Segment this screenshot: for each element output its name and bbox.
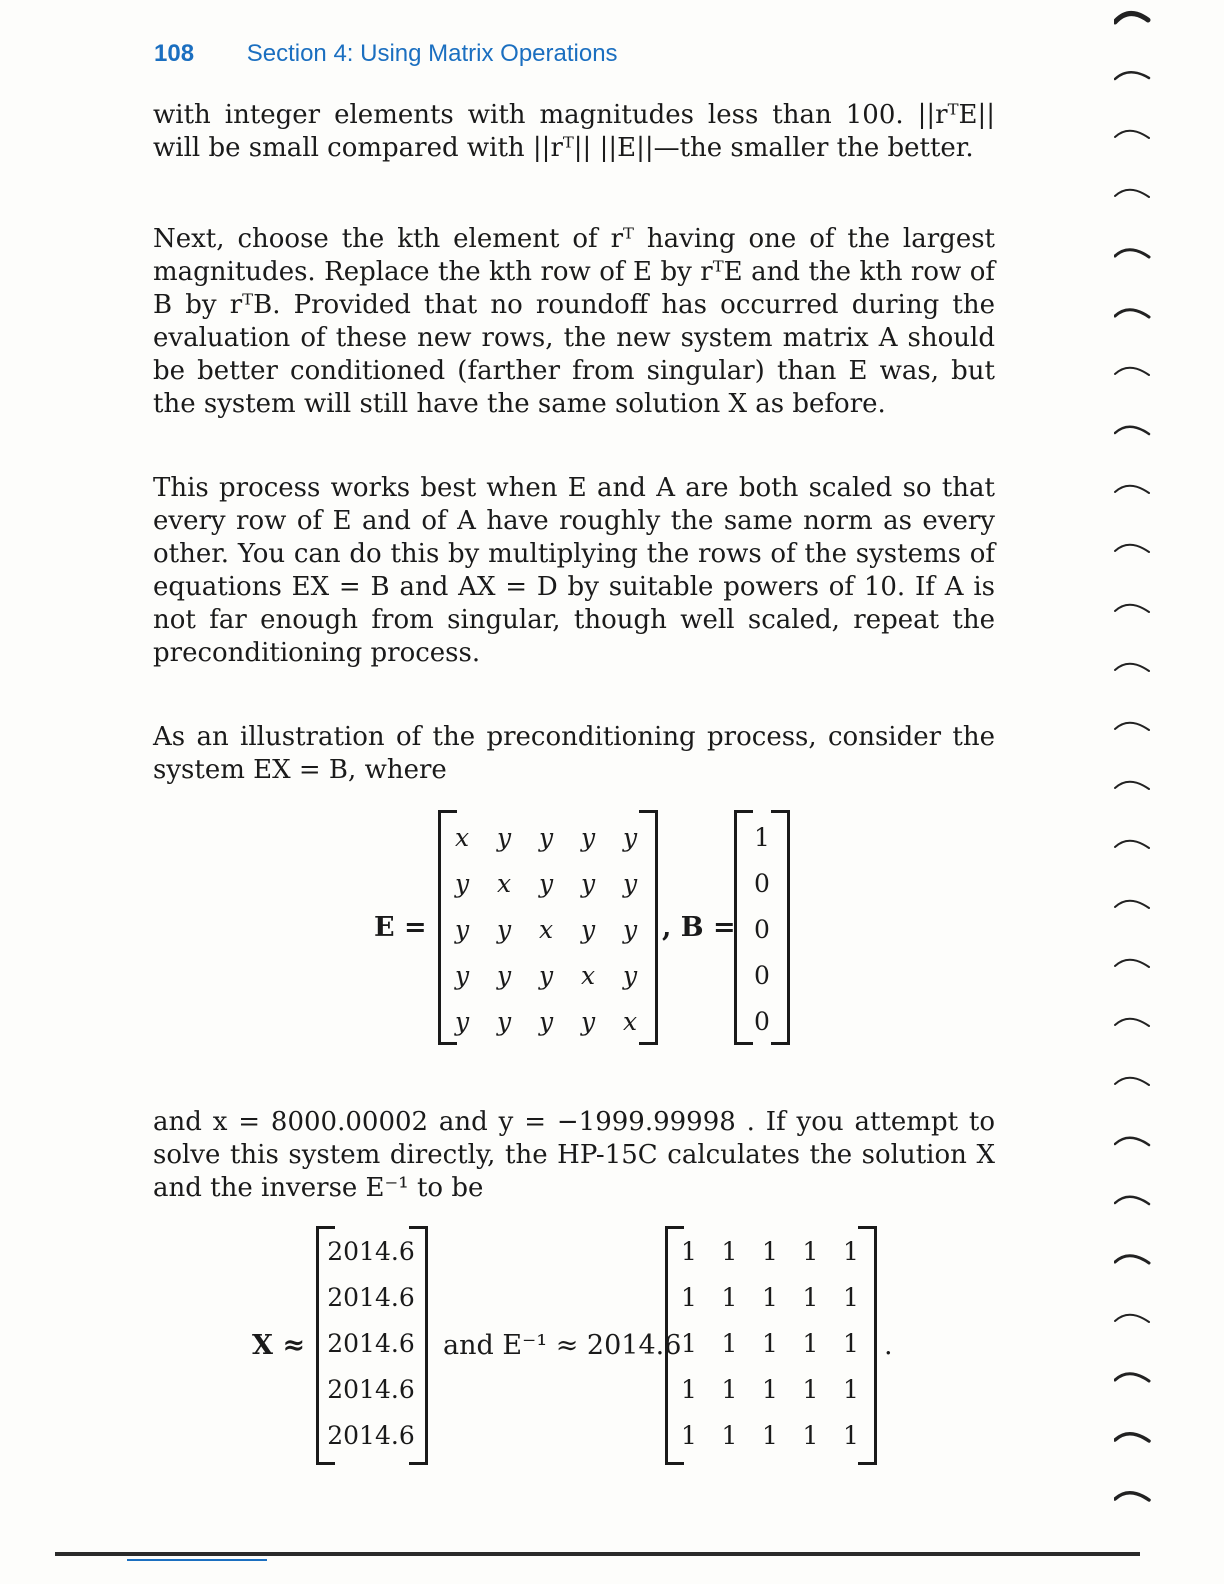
e-inverse-cell: 1 <box>802 1375 819 1404</box>
paragraph-1: with integer elements with magnitudes less than 100. ||rᵀE|| will be small compared with ||rᵀ|| ||E||—the smaller the better. <box>153 100 995 163</box>
e-matrix-cell: y <box>538 823 554 852</box>
b-vector-cell: 1 <box>754 823 770 852</box>
ring-icon <box>1115 841 1149 848</box>
x-vector-cell: 2014.6 <box>327 1237 415 1266</box>
e-inverse-cell: 1 <box>681 1283 697 1312</box>
e-inverse-cell: 1 <box>721 1237 738 1266</box>
e-matrix-cell: y <box>454 915 470 944</box>
ring-icon <box>1115 1019 1149 1026</box>
e-matrix-cell: x <box>622 1007 638 1036</box>
e-matrix-cell: y <box>622 869 638 898</box>
e-matrix-cell: x <box>580 961 596 990</box>
e-inverse-cell: 1 <box>843 1421 859 1450</box>
e-matrix-cell: y <box>580 915 596 944</box>
ring-icon <box>1115 427 1149 434</box>
x-vector-label: X ≈ <box>252 1330 305 1361</box>
page-number: 108 <box>154 40 195 67</box>
ring-icon <box>1115 605 1149 612</box>
e-matrix-cell: y <box>496 1007 512 1036</box>
ring-icon <box>1115 1197 1149 1204</box>
binding-rings <box>1114 0 1224 1584</box>
e-matrix-cell: y <box>622 823 638 852</box>
e-matrix-cell: y <box>622 915 638 944</box>
page-header <box>154 40 618 68</box>
e-matrix-cell: y <box>538 869 554 898</box>
ring-icon <box>1115 72 1149 79</box>
ring-icon <box>1115 1078 1149 1085</box>
x-vector-cell: 2014.6 <box>327 1329 415 1358</box>
e-inverse-cell: 1 <box>721 1283 738 1312</box>
ring-icon <box>1115 723 1149 730</box>
e-matrix <box>438 813 658 1042</box>
e-inverse-cell: 1 <box>681 1237 697 1266</box>
e-inverse-cell: 1 <box>721 1421 738 1450</box>
e-matrix-cell: y <box>580 1007 596 1036</box>
b-vector-cell: 0 <box>754 1007 770 1036</box>
ring-icon <box>1115 190 1149 197</box>
e-matrix-cell: y <box>538 961 554 990</box>
section-title: Section 4: Using Matrix Operations <box>246 40 618 67</box>
paragraph-4: As an illustration of the preconditioning process, consider the system EX = B, where <box>153 722 995 785</box>
ring-icon <box>1115 901 1149 908</box>
x-vector-cell: 2014.6 <box>327 1375 415 1404</box>
e-inverse-cell: 1 <box>843 1375 859 1404</box>
ring-icon <box>1115 1374 1149 1381</box>
e-matrix-cell: x <box>454 823 470 852</box>
b-vector-cell: 0 <box>754 869 770 898</box>
e-inverse-cell: 1 <box>681 1329 697 1358</box>
e-matrix-cell: y <box>454 1007 470 1036</box>
ring-icon <box>1115 310 1149 317</box>
ring-icon <box>1115 131 1149 138</box>
ring-icon <box>1115 1138 1149 1145</box>
e-matrix-cell: y <box>580 869 596 898</box>
x-vector-cell: 2014.6 <box>327 1283 415 1312</box>
e-inverse-cell: 1 <box>843 1329 859 1358</box>
e-inverse-cell: 1 <box>802 1237 819 1266</box>
e-matrix-cell: y <box>496 915 512 944</box>
e-inverse-label: and E⁻¹ ≈ 2014.6 <box>443 1330 682 1361</box>
paragraph-2: Next, choose the kth element of rᵀ having one of the largest magnitudes. Replace the kth row of E by rᵀE and the kth row of B by rᵀB. Provided that no roundoff has occurred during the evaluation of these new rows, the new system matrix A should be better conditioned (farther from singular) than E was, but the system will still have the same solution X as before. <box>153 224 995 419</box>
b-vector-label: , B = <box>662 912 736 943</box>
ring-icon <box>1115 960 1149 967</box>
e-inverse-cell: 1 <box>762 1283 778 1312</box>
e-inverse-cell: 1 <box>802 1329 819 1358</box>
ring-icon <box>1115 250 1149 257</box>
end-period: . <box>884 1330 893 1361</box>
x-vector <box>316 1229 428 1462</box>
e-matrix-cell: x <box>496 869 512 898</box>
e-inverse-cell: 1 <box>681 1375 697 1404</box>
ring-icon <box>1115 1493 1149 1500</box>
e-inverse-cell: 1 <box>721 1375 738 1404</box>
e-inverse-cell: 1 <box>762 1237 778 1266</box>
b-vector <box>734 813 790 1042</box>
e-inverse-matrix <box>665 1229 877 1462</box>
e-matrix-cell: y <box>496 961 512 990</box>
bottom-rule <box>55 1552 1140 1556</box>
ring-icon <box>1115 486 1149 493</box>
e-inverse-cell: 1 <box>721 1329 738 1358</box>
e-matrix-cell: y <box>580 823 596 852</box>
paragraph-3: This process works best when E and A are both scaled so that every row of E and of A have roughly the same norm as every other. You can do this by multiplying the rows of the systems of equations EX = B and AX = D by suitable powers of 10. If A is not far enough from singular, though well scaled, repeat the preconditioning process. <box>153 473 995 668</box>
ring-icon <box>1115 1315 1149 1322</box>
e-inverse-cell: 1 <box>762 1329 778 1358</box>
e-matrix-cell: y <box>538 1007 554 1036</box>
e-inverse-cell: 1 <box>802 1421 819 1450</box>
e-matrix-cell: y <box>454 869 470 898</box>
e-matrix-label: E = <box>374 912 427 943</box>
ring-icon <box>1115 1434 1149 1441</box>
e-matrix-cell: y <box>622 961 638 990</box>
e-inverse-cell: 1 <box>843 1237 859 1266</box>
ring-icon <box>1115 545 1149 552</box>
e-matrix-cell: y <box>496 823 512 852</box>
ring-icon <box>1115 664 1149 671</box>
e-inverse-cell: 1 <box>802 1283 819 1312</box>
b-vector-cell: 0 <box>754 961 770 990</box>
ring-icon <box>1115 1256 1149 1263</box>
e-inverse-cell: 1 <box>681 1421 697 1450</box>
e-inverse-cell: 1 <box>762 1375 778 1404</box>
b-vector-cell: 0 <box>754 915 770 944</box>
e-inverse-cell: 1 <box>843 1283 859 1312</box>
ring-icon <box>1115 782 1149 789</box>
e-matrix-cell: y <box>454 961 470 990</box>
ring-icon <box>1115 13 1148 22</box>
x-vector-cell: 2014.6 <box>327 1421 415 1450</box>
e-inverse-cell: 1 <box>762 1421 778 1450</box>
ring-icon <box>1115 368 1149 375</box>
bottom-accent-rule <box>127 1559 267 1561</box>
paragraph-5: and x = 8000.00002 and y = −1999.99998 . If you attempt to solve this system directly, the HP-15C calculates the solution X and the inverse E⁻¹ to be <box>153 1107 995 1203</box>
e-matrix-cell: x <box>538 915 554 944</box>
